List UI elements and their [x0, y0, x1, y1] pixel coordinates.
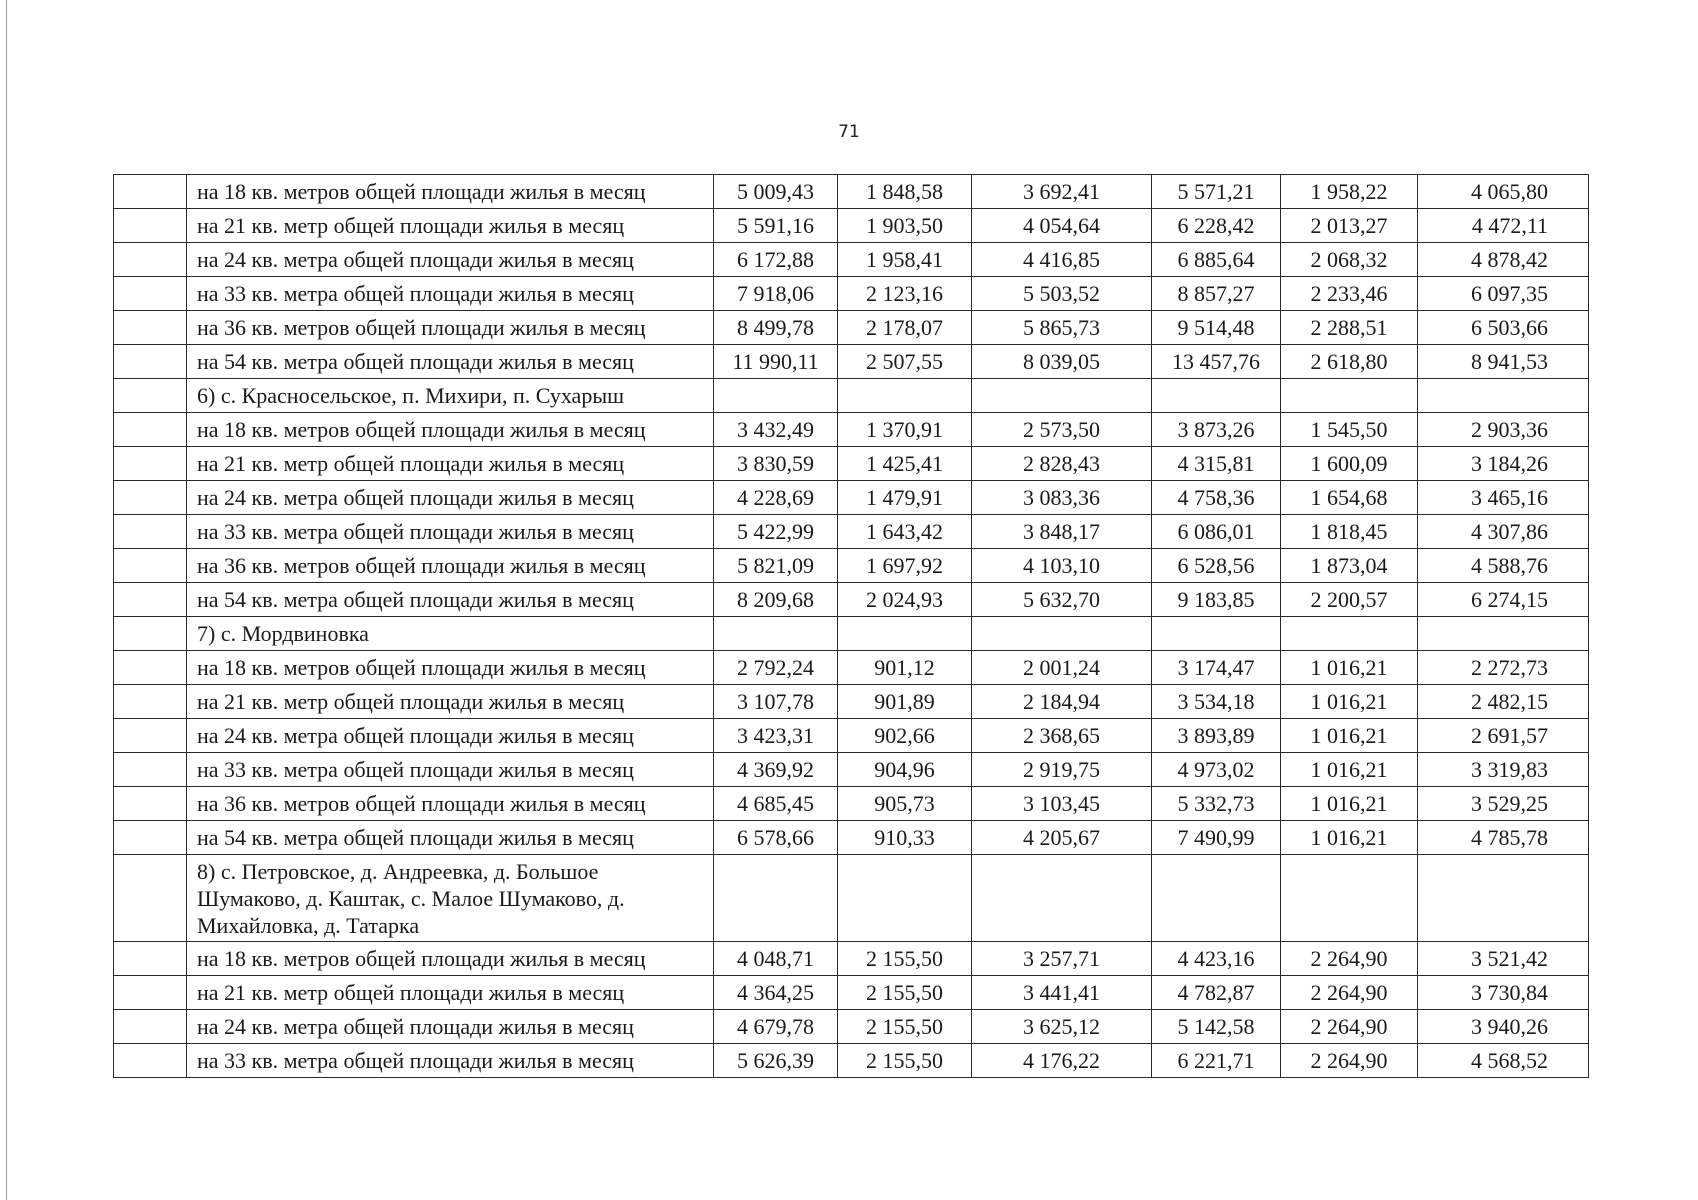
section-label: 8) с. Петровское, д. Андреевка, д. Большое Шумаково, д. Каштак, с. Малое Шумаково, д. Михайловка, д. Татарка [187, 855, 714, 942]
value-cell: 2 573,50 [972, 413, 1152, 447]
table-row [114, 209, 1589, 243]
row-number-cell [114, 243, 187, 277]
row-number-cell [114, 1044, 187, 1078]
value-cell: 4 472,11 [1418, 209, 1589, 243]
row-number-cell [114, 942, 187, 976]
value-cell: 3 848,17 [972, 515, 1152, 549]
value-cell: 3 083,36 [972, 481, 1152, 515]
value-cell: 2 155,50 [838, 1044, 972, 1078]
value-cell: 3 529,25 [1418, 787, 1589, 821]
value-cell: 1 016,21 [1281, 821, 1418, 855]
value-cell: 904,96 [838, 753, 972, 787]
section-header-row [114, 617, 1589, 651]
value-cell [714, 617, 838, 651]
value-cell: 3 534,18 [1152, 685, 1281, 719]
value-cell: 5 009,43 [714, 175, 838, 209]
row-number-cell [114, 583, 187, 617]
value-cell [714, 855, 838, 942]
value-cell: 8 209,68 [714, 583, 838, 617]
value-cell: 6 274,15 [1418, 583, 1589, 617]
scan-edge-line [6, 0, 7, 1200]
row-label: на 18 кв. метров общей площади жилья в месяц [187, 942, 714, 976]
row-number-cell [114, 685, 187, 719]
value-cell: 4 054,64 [972, 209, 1152, 243]
value-cell: 2 155,50 [838, 1010, 972, 1044]
value-cell [1152, 379, 1281, 413]
value-cell: 2 200,57 [1281, 583, 1418, 617]
row-number-cell [114, 379, 187, 413]
row-label: на 24 кв. метра общей площади жилья в месяц [187, 243, 714, 277]
row-label: на 54 кв. метра общей площади жилья в месяц [187, 583, 714, 617]
row-label: на 33 кв. метра общей площади жилья в месяц [187, 1044, 714, 1078]
row-number-cell [114, 311, 187, 345]
table-row [114, 1044, 1589, 1078]
value-cell: 1 958,22 [1281, 175, 1418, 209]
value-cell: 1 016,21 [1281, 753, 1418, 787]
row-label: на 21 кв. метр общей площади жилья в месяц [187, 685, 714, 719]
value-cell: 7 490,99 [1152, 821, 1281, 855]
value-cell: 2 691,57 [1418, 719, 1589, 753]
value-cell: 3 893,89 [1152, 719, 1281, 753]
value-cell: 2 264,90 [1281, 1044, 1418, 1078]
value-cell: 2 288,51 [1281, 311, 1418, 345]
row-number-cell [114, 277, 187, 311]
row-label: на 21 кв. метр общей площади жилья в месяц [187, 209, 714, 243]
value-cell: 2 178,07 [838, 311, 972, 345]
value-cell: 3 174,47 [1152, 651, 1281, 685]
value-cell: 3 625,12 [972, 1010, 1152, 1044]
value-cell: 3 940,26 [1418, 1010, 1589, 1044]
value-cell: 1 370,91 [838, 413, 972, 447]
value-cell: 3 830,59 [714, 447, 838, 481]
value-cell: 1 425,41 [838, 447, 972, 481]
row-number-cell [114, 651, 187, 685]
value-cell: 1 903,50 [838, 209, 972, 243]
value-cell: 2 272,73 [1418, 651, 1589, 685]
value-cell: 8 857,27 [1152, 277, 1281, 311]
value-cell: 4 878,42 [1418, 243, 1589, 277]
value-cell: 3 521,42 [1418, 942, 1589, 976]
value-cell: 1 016,21 [1281, 651, 1418, 685]
value-cell [972, 617, 1152, 651]
row-label: на 18 кв. метров общей площади жилья в месяц [187, 413, 714, 447]
row-label: на 24 кв. метра общей площади жилья в месяц [187, 481, 714, 515]
value-cell [838, 379, 972, 413]
table-body [114, 175, 1589, 1078]
value-cell: 2 792,24 [714, 651, 838, 685]
value-cell: 3 441,41 [972, 976, 1152, 1010]
value-cell: 4 364,25 [714, 976, 838, 1010]
value-cell: 2 507,55 [838, 345, 972, 379]
value-cell: 1 697,92 [838, 549, 972, 583]
value-cell: 4 973,02 [1152, 753, 1281, 787]
value-cell: 4 369,92 [714, 753, 838, 787]
value-cell: 4 416,85 [972, 243, 1152, 277]
value-cell: 5 632,70 [972, 583, 1152, 617]
value-cell: 3 423,31 [714, 719, 838, 753]
value-cell: 2 368,65 [972, 719, 1152, 753]
row-number-cell [114, 515, 187, 549]
value-cell: 1 016,21 [1281, 685, 1418, 719]
section-label: 6) с. Красносельское, п. Михири, п. Сухарыш [187, 379, 714, 413]
row-label: на 18 кв. метров общей площади жилья в месяц [187, 651, 714, 685]
value-cell [1418, 855, 1589, 942]
value-cell: 6 885,64 [1152, 243, 1281, 277]
table-row [114, 481, 1589, 515]
value-cell: 3 103,45 [972, 787, 1152, 821]
value-cell: 2 919,75 [972, 753, 1152, 787]
row-number-cell [114, 976, 187, 1010]
value-cell: 8 499,78 [714, 311, 838, 345]
value-cell: 3 257,71 [972, 942, 1152, 976]
value-cell: 6 503,66 [1418, 311, 1589, 345]
section-header-row [114, 855, 1589, 942]
value-cell: 5 821,09 [714, 549, 838, 583]
value-cell: 13 457,76 [1152, 345, 1281, 379]
value-cell: 1 479,91 [838, 481, 972, 515]
value-cell: 2 184,94 [972, 685, 1152, 719]
value-cell [838, 617, 972, 651]
value-cell: 4 307,86 [1418, 515, 1589, 549]
row-label: на 36 кв. метров общей площади жилья в месяц [187, 787, 714, 821]
row-number-cell [114, 617, 187, 651]
value-cell: 902,66 [838, 719, 972, 753]
value-cell: 5 422,99 [714, 515, 838, 549]
row-label: на 54 кв. метра общей площади жилья в месяц [187, 821, 714, 855]
table-row [114, 1010, 1589, 1044]
value-cell: 4 758,36 [1152, 481, 1281, 515]
table-row [114, 345, 1589, 379]
value-cell: 2 001,24 [972, 651, 1152, 685]
value-cell: 3 319,83 [1418, 753, 1589, 787]
value-cell: 6 097,35 [1418, 277, 1589, 311]
row-label: на 36 кв. метров общей площади жилья в месяц [187, 549, 714, 583]
value-cell: 2 264,90 [1281, 942, 1418, 976]
value-cell: 4 228,69 [714, 481, 838, 515]
value-cell: 1 643,42 [838, 515, 972, 549]
value-cell: 2 233,46 [1281, 277, 1418, 311]
value-cell: 3 692,41 [972, 175, 1152, 209]
row-number-cell [114, 447, 187, 481]
value-cell: 2 123,16 [838, 277, 972, 311]
table-row [114, 976, 1589, 1010]
value-cell: 6 086,01 [1152, 515, 1281, 549]
value-cell: 1 600,09 [1281, 447, 1418, 481]
row-label: на 33 кв. метра общей площади жилья в месяц [187, 277, 714, 311]
value-cell: 3 432,49 [714, 413, 838, 447]
value-cell: 5 865,73 [972, 311, 1152, 345]
value-cell: 2 013,27 [1281, 209, 1418, 243]
table-row [114, 942, 1589, 976]
value-cell: 4 785,78 [1418, 821, 1589, 855]
table-row [114, 243, 1589, 277]
row-number-cell [114, 345, 187, 379]
value-cell: 1 545,50 [1281, 413, 1418, 447]
row-label: на 24 кв. метра общей площади жилья в месяц [187, 1010, 714, 1044]
value-cell: 1 818,45 [1281, 515, 1418, 549]
value-cell [1281, 379, 1418, 413]
value-cell: 2 024,93 [838, 583, 972, 617]
value-cell [838, 855, 972, 942]
value-cell: 6 528,56 [1152, 549, 1281, 583]
table-row [114, 787, 1589, 821]
value-cell: 2 618,80 [1281, 345, 1418, 379]
section-label: 7) с. Мордвиновка [187, 617, 714, 651]
value-cell: 4 048,71 [714, 942, 838, 976]
value-cell [1152, 855, 1281, 942]
table-row [114, 719, 1589, 753]
table-row [114, 753, 1589, 787]
table-row [114, 685, 1589, 719]
value-cell: 3 184,26 [1418, 447, 1589, 481]
value-cell [972, 855, 1152, 942]
value-cell: 1 848,58 [838, 175, 972, 209]
value-cell: 901,89 [838, 685, 972, 719]
value-cell: 6 578,66 [714, 821, 838, 855]
table-row [114, 515, 1589, 549]
table-row [114, 413, 1589, 447]
page-number: 71 [838, 122, 860, 142]
value-cell: 1 958,41 [838, 243, 972, 277]
value-cell: 8 039,05 [972, 345, 1152, 379]
table-row [114, 651, 1589, 685]
value-cell: 3 107,78 [714, 685, 838, 719]
row-number-cell [114, 549, 187, 583]
value-cell: 5 142,58 [1152, 1010, 1281, 1044]
row-number-cell [114, 821, 187, 855]
value-cell: 4 782,87 [1152, 976, 1281, 1010]
table-row [114, 277, 1589, 311]
value-cell [1281, 855, 1418, 942]
row-number-cell [114, 855, 187, 942]
value-cell: 7 918,06 [714, 277, 838, 311]
row-number-cell [114, 209, 187, 243]
value-cell: 901,12 [838, 651, 972, 685]
value-cell: 2 068,32 [1281, 243, 1418, 277]
value-cell: 2 482,15 [1418, 685, 1589, 719]
value-cell: 4 315,81 [1152, 447, 1281, 481]
row-label: на 21 кв. метр общей площади жилья в месяц [187, 447, 714, 481]
value-cell [972, 379, 1152, 413]
table-row [114, 821, 1589, 855]
value-cell: 5 503,52 [972, 277, 1152, 311]
value-cell: 6 221,71 [1152, 1044, 1281, 1078]
value-cell [714, 379, 838, 413]
row-number-cell [114, 413, 187, 447]
value-cell: 3 730,84 [1418, 976, 1589, 1010]
row-label: на 33 кв. метра общей площади жилья в месяц [187, 515, 714, 549]
value-cell: 4 568,52 [1418, 1044, 1589, 1078]
table-row [114, 549, 1589, 583]
value-cell: 4 103,10 [972, 549, 1152, 583]
row-label: на 18 кв. метров общей площади жилья в месяц [187, 175, 714, 209]
value-cell: 4 423,16 [1152, 942, 1281, 976]
value-cell: 2 828,43 [972, 447, 1152, 481]
table-row [114, 311, 1589, 345]
value-cell: 3 465,16 [1418, 481, 1589, 515]
value-cell: 1 873,04 [1281, 549, 1418, 583]
value-cell: 4 679,78 [714, 1010, 838, 1044]
row-label: на 21 кв. метр общей площади жилья в месяц [187, 976, 714, 1010]
value-cell: 5 626,39 [714, 1044, 838, 1078]
row-number-cell [114, 481, 187, 515]
value-cell [1418, 617, 1589, 651]
value-cell: 2 155,50 [838, 976, 972, 1010]
row-number-cell [114, 719, 187, 753]
section-header-row [114, 379, 1589, 413]
row-number-cell [114, 1010, 187, 1044]
value-cell: 4 065,80 [1418, 175, 1589, 209]
value-cell [1281, 617, 1418, 651]
value-cell: 4 176,22 [972, 1044, 1152, 1078]
value-cell: 4 205,67 [972, 821, 1152, 855]
row-label: на 24 кв. метра общей площади жилья в месяц [187, 719, 714, 753]
value-cell: 3 873,26 [1152, 413, 1281, 447]
value-cell: 6 172,88 [714, 243, 838, 277]
table-row [114, 447, 1589, 481]
row-number-cell [114, 787, 187, 821]
value-cell [1152, 617, 1281, 651]
table-row [114, 175, 1589, 209]
table-row [114, 583, 1589, 617]
value-cell: 4 685,45 [714, 787, 838, 821]
tariff-table [113, 174, 1589, 1078]
value-cell: 4 588,76 [1418, 549, 1589, 583]
value-cell: 1 016,21 [1281, 719, 1418, 753]
value-cell: 5 332,73 [1152, 787, 1281, 821]
value-cell: 905,73 [838, 787, 972, 821]
row-label: на 33 кв. метра общей площади жилья в месяц [187, 753, 714, 787]
value-cell: 9 183,85 [1152, 583, 1281, 617]
value-cell: 5 571,21 [1152, 175, 1281, 209]
row-label: на 36 кв. метров общей площади жилья в месяц [187, 311, 714, 345]
row-label: на 54 кв. метра общей площади жилья в месяц [187, 345, 714, 379]
value-cell: 2 264,90 [1281, 1010, 1418, 1044]
value-cell: 5 591,16 [714, 209, 838, 243]
value-cell: 11 990,11 [714, 345, 838, 379]
value-cell: 910,33 [838, 821, 972, 855]
row-number-cell [114, 175, 187, 209]
value-cell: 9 514,48 [1152, 311, 1281, 345]
value-cell: 1 654,68 [1281, 481, 1418, 515]
value-cell: 2 155,50 [838, 942, 972, 976]
value-cell: 2 264,90 [1281, 976, 1418, 1010]
value-cell: 1 016,21 [1281, 787, 1418, 821]
row-number-cell [114, 753, 187, 787]
value-cell: 8 941,53 [1418, 345, 1589, 379]
value-cell: 2 903,36 [1418, 413, 1589, 447]
value-cell: 6 228,42 [1152, 209, 1281, 243]
value-cell [1418, 379, 1589, 413]
